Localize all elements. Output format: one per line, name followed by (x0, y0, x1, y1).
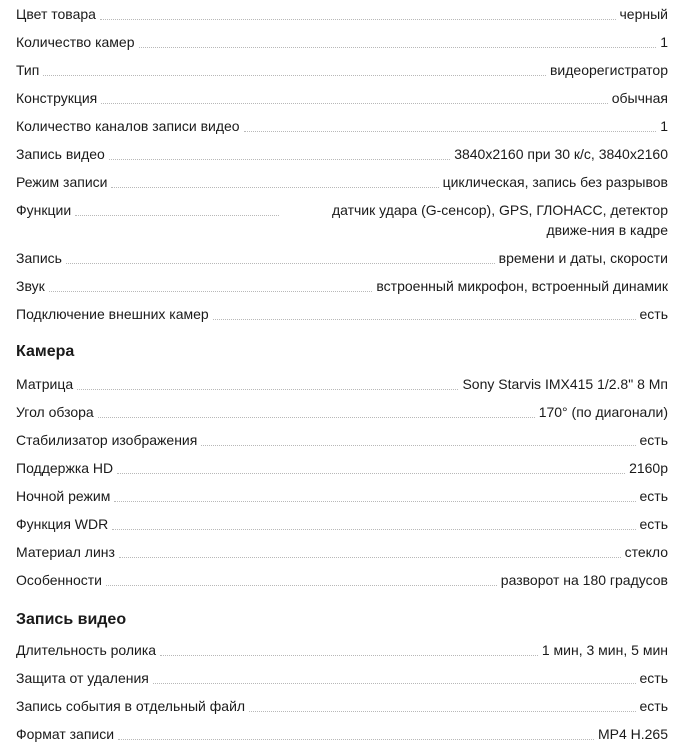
spec-name: Цвет товара (16, 6, 96, 22)
spec-value: 1 мин, 3 мин, 5 мин (541, 642, 668, 658)
spec-name: Тип (16, 62, 40, 78)
spec-group-video-recording (16, 594, 668, 748)
dotted-leader (119, 542, 621, 558)
spec-row-hd-support (16, 454, 668, 482)
dotted-leader (101, 88, 607, 104)
spec-value: есть (639, 516, 668, 532)
spec-value: Sony Starvis IMX415 1/2.8" 8 Мп (462, 376, 668, 392)
spec-name: Запись видео (16, 146, 105, 162)
dotted-leader (249, 696, 635, 712)
spec-row-recording-format (16, 720, 668, 748)
dotted-leader (100, 4, 616, 20)
spec-row-clip-duration (16, 636, 668, 664)
spec-value: есть (639, 488, 668, 504)
spec-group-general (16, 0, 668, 328)
spec-row-sensor (16, 370, 668, 398)
spec-value: MP4 H.265 (597, 726, 668, 742)
spec-name: Матрица (16, 376, 74, 392)
spec-row-recording-channels (16, 112, 668, 140)
spec-name: Стабилизатор изображения (16, 432, 198, 448)
spec-value: 1 (660, 118, 668, 134)
spec-value: стекло (624, 544, 668, 560)
spec-value: есть (639, 698, 668, 714)
dotted-leader (75, 200, 279, 216)
dotted-leader (139, 32, 657, 48)
spec-row-construction (16, 84, 668, 112)
spec-row-record (16, 244, 668, 272)
dotted-leader (106, 570, 497, 586)
spec-name: Количество камер (16, 34, 135, 50)
spec-row-stabilizer (16, 426, 668, 454)
spec-name: Количество каналов записи видео (16, 118, 240, 134)
spec-name: Подключение внешних камер (16, 306, 209, 322)
spec-value: есть (639, 432, 668, 448)
spec-row-event-file (16, 692, 668, 720)
spec-name: Функция WDR (16, 516, 109, 532)
spec-value: есть (639, 306, 668, 322)
spec-name: Звук (16, 278, 45, 294)
dotted-leader (160, 640, 538, 656)
dotted-leader (66, 248, 495, 264)
dotted-leader (201, 430, 635, 446)
spec-row-external-cameras (16, 300, 668, 328)
dotted-leader (114, 486, 635, 502)
spec-value: циклическая, запись без разрывов (442, 174, 668, 190)
spec-row-color (16, 0, 668, 28)
spec-value: датчик удара (G-сенсор), GPS, ГЛОНАСС, детектор движе-ния в кадре (331, 202, 668, 238)
spec-row-functions (16, 196, 668, 244)
spec-value: 2160p (629, 460, 668, 476)
spec-row-delete-protection (16, 664, 668, 692)
dotted-leader (153, 668, 636, 684)
spec-row-sound (16, 272, 668, 300)
spec-value: встроенный микрофон, встроенный динамик (376, 278, 668, 294)
spec-name: Длительность ролика (16, 642, 157, 658)
spec-group-camera (16, 328, 668, 594)
spec-name: Запись события в отдельный файл (16, 698, 246, 714)
spec-value: 170° (по диагонали) (538, 404, 668, 420)
dotted-leader (49, 276, 373, 292)
spec-value: 3840x2160 при 30 к/с, 3840x2160 (454, 146, 668, 162)
spec-value: времени и даты, скорости (498, 250, 668, 266)
spec-name: Защита от удаления (16, 670, 149, 686)
spec-row-camera-count (16, 28, 668, 56)
spec-name: Конструкция (16, 90, 98, 106)
spec-value: обычная (611, 90, 668, 106)
spec-row-night-mode (16, 482, 668, 510)
spec-row-viewing-angle (16, 398, 668, 426)
dotted-leader (77, 374, 458, 390)
spec-value: черный (619, 6, 668, 22)
spec-row-video-recording (16, 140, 668, 168)
dotted-leader (213, 304, 636, 320)
dotted-leader (111, 172, 438, 188)
spec-name: Особенности (16, 572, 102, 588)
spec-value: видеорегистратор (549, 62, 668, 78)
spec-value: 1 (660, 34, 668, 50)
spec-name: Материал линз (16, 544, 115, 560)
dotted-leader (112, 514, 635, 530)
spec-name: Запись (16, 250, 62, 266)
spec-row-type (16, 56, 668, 84)
spec-value: разворот на 180 градусов (500, 572, 668, 588)
dotted-leader (244, 116, 657, 132)
spec-row-wdr (16, 510, 668, 538)
section-title-camera: Камера (16, 343, 75, 360)
dotted-leader (117, 458, 625, 474)
section-title-video-recording: Запись видео (16, 611, 127, 628)
dotted-leader (43, 60, 546, 76)
spec-row-lens-material (16, 538, 668, 566)
spec-name: Формат записи (16, 726, 115, 742)
dotted-leader (98, 402, 535, 418)
spec-row-recording-mode (16, 168, 668, 196)
dotted-leader (118, 724, 594, 740)
spec-value: есть (639, 670, 668, 686)
spec-name: Ночной режим (16, 488, 111, 504)
spec-name: Угол обзора (16, 404, 94, 420)
spec-name: Поддержка HD (16, 460, 114, 476)
spec-row-features (16, 566, 668, 594)
spec-name: Режим записи (16, 174, 108, 190)
spec-name: Функции (16, 202, 72, 218)
dotted-leader (109, 144, 450, 160)
